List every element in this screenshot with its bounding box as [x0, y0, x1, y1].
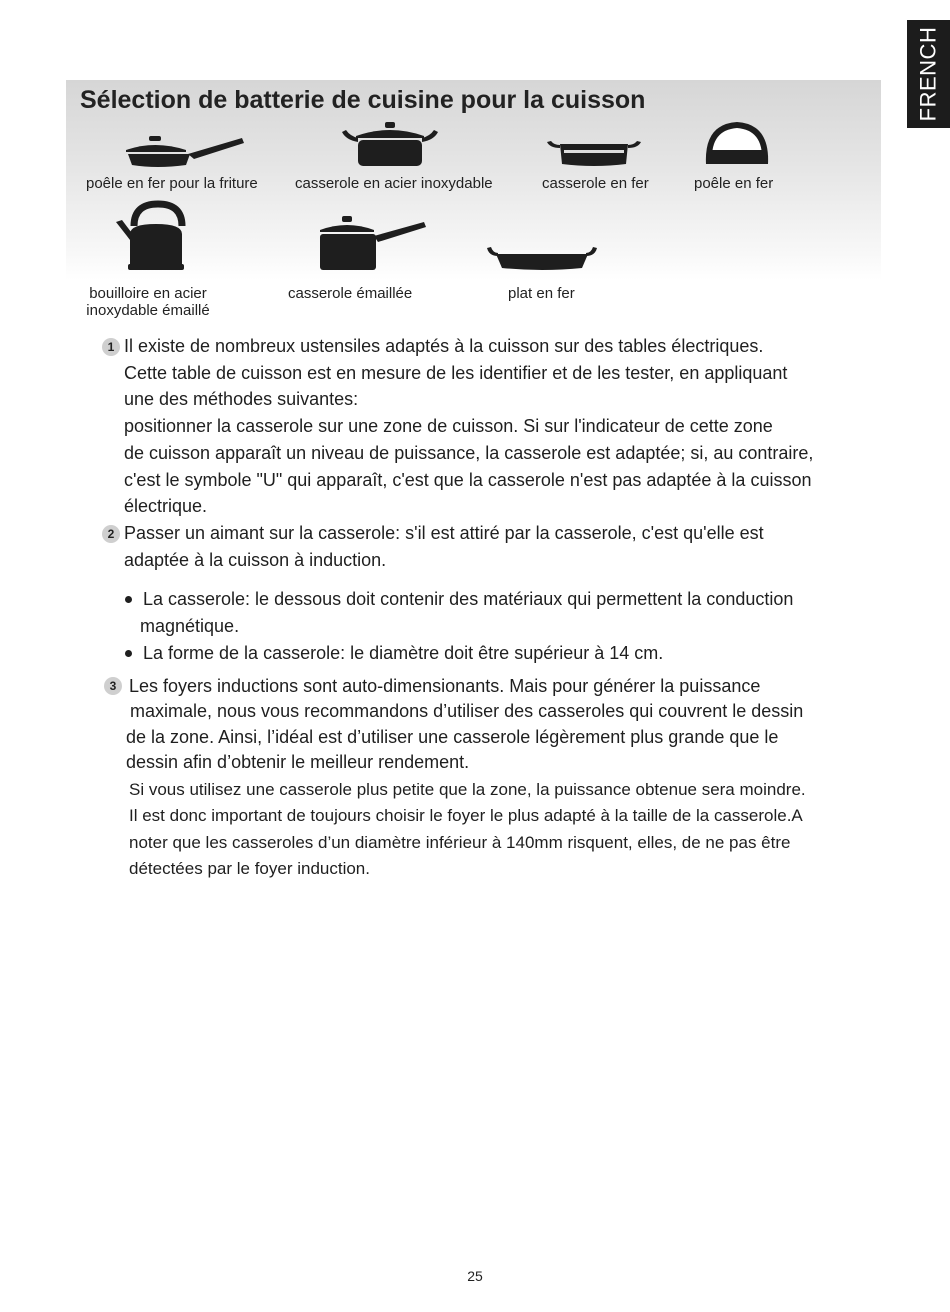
item-1-line: c'est le symbole "U" qui apparaît, c'est que la casserole n'est pas adaptée à la cuisson — [124, 469, 812, 490]
item-1-line: électrique. — [124, 496, 208, 517]
item-1-line: Cette table de cuisson est en mesure de les identifier et de les tester, en appliquant — [124, 362, 788, 383]
item-3-line: Si vous utilisez une casserole plus petite que la zone, la puissance obtenue sera moindre. — [129, 780, 806, 799]
item-3-line: de la zone. Ainsi, l’idéal est d’utiliser une casserole légèrement plus grande que le — [126, 726, 779, 747]
language-tab — [907, 20, 950, 128]
item-3-continued — [129, 777, 806, 882]
bullet-2-line1: La forme de la casserole: le diamètre doit être supérieur à 14 cm. — [143, 643, 664, 663]
frying-pan-icon — [124, 132, 246, 170]
item-1-line: Il existe de nombreux ustensiles adaptés à la cuisson sur des tables électriques. — [124, 336, 764, 356]
item-2-line: adaptée à la cuisson à induction. — [124, 549, 387, 570]
caption-saucepan: casserole émaillée — [288, 285, 413, 302]
caption-kettle — [72, 285, 224, 319]
caption-stainless-pot: casserole en acier inoxydable — [295, 175, 493, 192]
item-3-line: Les foyers inductions sont auto-dimensionants. Mais pour générer la puissance — [129, 676, 761, 696]
iron-casserole-icon — [546, 140, 642, 168]
language-tab-label: FRENCH — [915, 26, 941, 122]
item-3-text — [126, 674, 803, 775]
bullet-1-line1: La casserole: le dessous doit contenir des matériaux qui permettent la conduction — [143, 589, 794, 609]
page-number: 25 — [467, 1268, 483, 1284]
item-1-line: une des méthodes suivantes: — [124, 389, 359, 410]
kettle-icon — [112, 200, 190, 272]
bullet-dot — [125, 596, 132, 603]
stainless-pot-icon — [340, 120, 440, 170]
item-2-text — [124, 520, 764, 573]
caption-kettle-line1: bouilloire en acier — [89, 285, 207, 302]
flat-dish-icon — [486, 244, 598, 272]
caption-flat-dish: plat en fer — [508, 285, 575, 302]
caption-wok: poêle en fer — [694, 175, 774, 192]
item-3-line: Il est donc important de toujours choisir le foyer le plus adapté à la taille de la casserole.A — [129, 806, 803, 826]
wok-icon — [702, 120, 772, 166]
item-2-line: Passer un aimant sur la casserole: s'il est attiré par la casserole, c'est qu'elle est — [124, 523, 764, 543]
item-3-line: maximale, nous vous recommandons d’utiliser des casseroles qui couvrent le dessin — [130, 701, 804, 722]
item-3-line: noter que les casseroles d’un diamètre inférieur à 140mm risquent, elles, de ne pas être — [129, 832, 791, 852]
caption-frying-pan: poêle en fer pour la friture — [86, 175, 258, 192]
item-number-3: 3 — [104, 677, 122, 695]
caption-kettle-line2: inoxydable émaillé — [86, 302, 210, 319]
bullet-2-text — [143, 640, 663, 667]
item-3-line: détectées par le foyer induction. — [129, 858, 370, 878]
item-1-text — [124, 333, 813, 520]
item-number-2: 2 — [102, 525, 120, 543]
caption-iron-casserole: casserole en fer — [542, 175, 649, 192]
bullet-1-line2: magnétique. — [140, 616, 240, 636]
section-title: Sélection de batterie de cuisine pour la cuisson — [80, 86, 646, 114]
bullet-dot — [125, 650, 132, 657]
bullet-1-text — [140, 586, 793, 640]
item-3-line: dessin afin d’obtenir le meilleur rendement. — [126, 751, 470, 772]
saucepan-icon — [318, 214, 428, 272]
item-number-1: 1 — [102, 338, 120, 356]
item-1-line: positionner la casserole sur une zone de cuisson. Si sur l'indicateur de cette zone — [124, 416, 773, 437]
item-1-line: de cuisson apparaît un niveau de puissance, la casserole est adaptée; si, au contraire, — [124, 442, 814, 463]
